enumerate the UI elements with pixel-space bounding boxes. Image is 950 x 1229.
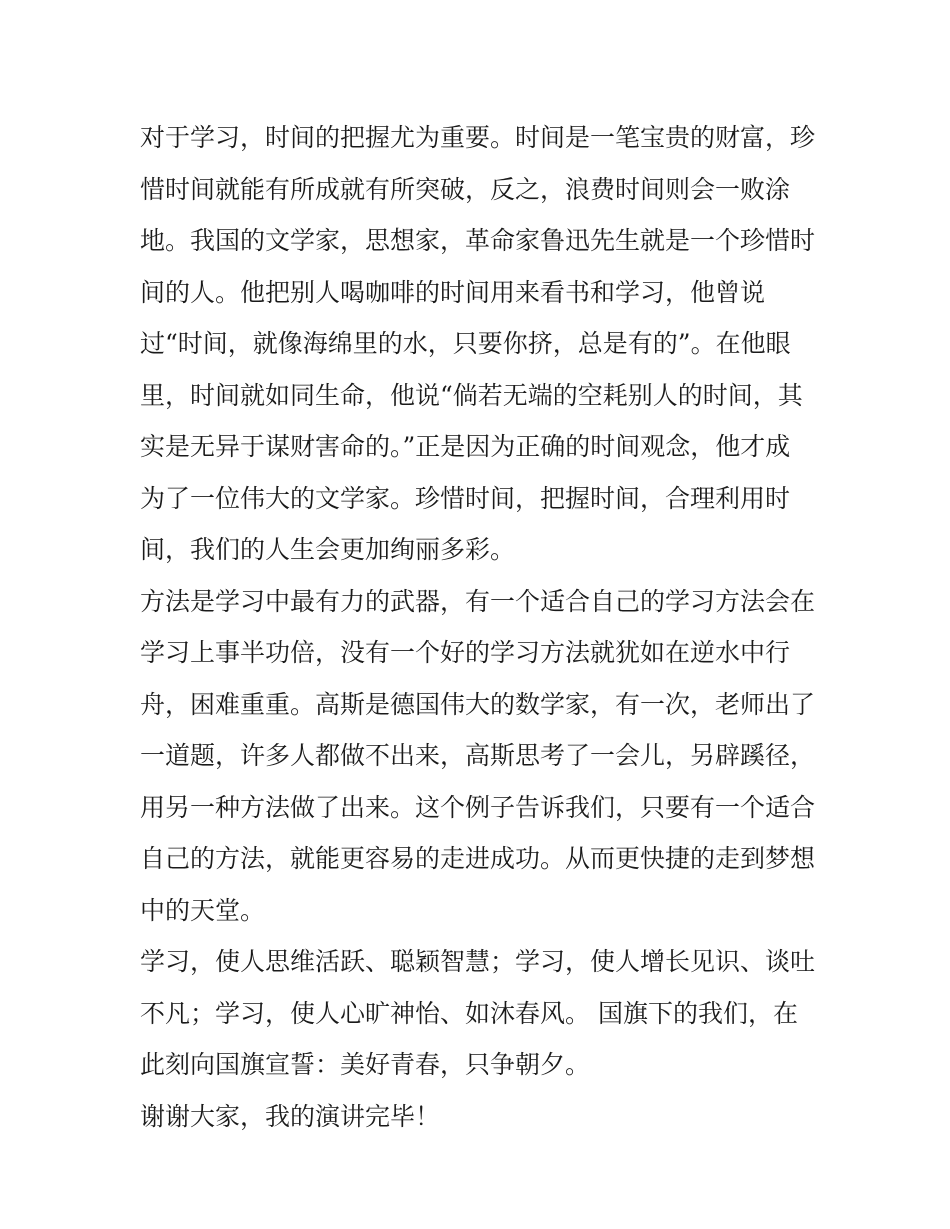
text-line: 里，时间就如同生命，他说“倘若无端的空耗别人的时间，其 (140, 380, 803, 410)
text-line: 间的人。他把别人喝咖啡的时间用来看书和学习，他曾说 (140, 277, 766, 307)
text-line: 自己的方法，就能更容易的走进成功。从而更快捷的走到梦想 (140, 844, 816, 873)
text-line: 中的天堂。 (140, 895, 266, 925)
text-line: 一道题，许多人都做不出来，高斯思考了一会儿，另辟蹊径， (140, 741, 816, 770)
document-body (140, 112, 820, 1142)
text-line: 不凡；学习，使人心旷神怡、如沐春风。 国旗下的我们，在 (140, 998, 798, 1028)
text-line: 对于学习，时间的把握尤为重要。时间是一笔宝贵的财富，珍 (140, 123, 816, 152)
text-line: 地。我国的文学家，思想家，革命家鲁迅先生就是一个珍惜时 (140, 226, 816, 255)
text-line: 过“时间，就像海绵里的水，只要你挤，总是有的”。在他眼 (140, 329, 791, 358)
text-line: 谢谢大家，我的演讲完毕！ (140, 1101, 441, 1131)
text-line: 为了一位伟大的文学家。珍惜时间，把握时间，合理利用时 (140, 483, 791, 513)
text-line: 舟，困难重重。高斯是德国伟大的数学家，有一次，老师出了 (140, 689, 816, 719)
text-line: 间，我们的人生会更加绚丽多彩。 (140, 535, 516, 564)
text-line: 学习，使人思维活跃、聪颖智慧；学习，使人增长见识、谈吐 (140, 947, 816, 976)
text-line: 实是无异于谋财害命的。”正是因为正确的时间观念，他才成 (140, 432, 791, 461)
text-line: 方法是学习中最有力的武器，有一个适合自己的学习方法会在 (140, 586, 816, 616)
text-line: 用另一种方法做了出来。这个例子告诉我们，只要有一个适合 (140, 792, 816, 822)
text-line: 此刻向国旗宣誓：美好青春，只争朝夕。 (140, 1050, 591, 1079)
text-line: 惜时间就能有所成就有所突破，反之，浪费时间则会一败涂 (140, 174, 791, 204)
text-line: 学习上事半功倍，没有一个好的学习方法就犹如在逆水中行 (140, 638, 791, 667)
